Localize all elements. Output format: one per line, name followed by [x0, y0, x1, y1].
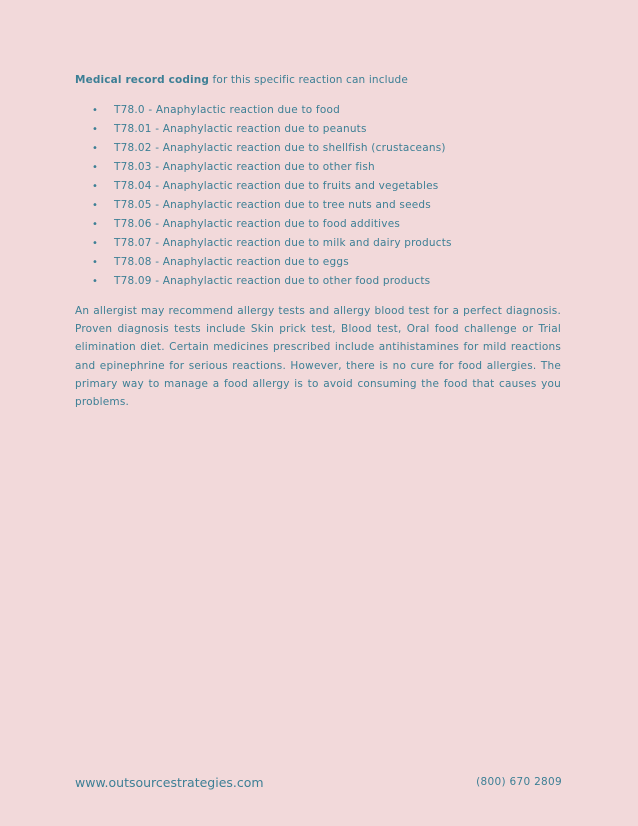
bullet-icon: • — [92, 105, 99, 116]
code-text: T78.01 - Anaphylactic reaction due to peanuts — [114, 123, 367, 135]
code-text: T78.02 - Anaphylactic reaction due to shellfish (crustaceans) — [114, 142, 446, 154]
bullet-icon: • — [92, 124, 99, 135]
code-text: T78.0 - Anaphylactic reaction due to food — [114, 104, 340, 116]
intro-text: for this specific reaction can include — [209, 74, 408, 86]
code-text: T78.09 - Anaphylactic reaction due to other food products — [114, 275, 431, 287]
code-list — [92, 103, 452, 293]
bullet-icon: • — [92, 238, 99, 249]
bullet-icon: • — [92, 219, 99, 230]
bullet-icon: • — [92, 200, 99, 211]
code-text: T78.05 - Anaphylactic reaction due to tree nuts and seeds — [114, 199, 431, 211]
footer-website-link[interactable]: www.outsourcestrategies.com — [75, 775, 264, 790]
list-item — [92, 198, 452, 217]
intro-bold-label: Medical record coding — [75, 74, 210, 86]
list-item — [92, 160, 452, 179]
bullet-icon: • — [92, 276, 99, 287]
intro-line — [75, 74, 408, 86]
list-item — [92, 179, 452, 198]
list-item — [92, 122, 452, 141]
list-item — [92, 236, 452, 255]
list-item — [92, 217, 452, 236]
code-text: T78.04 - Anaphylactic reaction due to fruits and vegetables — [114, 180, 439, 192]
code-text: T78.06 - Anaphylactic reaction due to food additives — [114, 218, 401, 230]
bullet-icon: • — [92, 257, 99, 268]
bullet-icon: • — [92, 181, 99, 192]
footer-phone-number: (800) 670 2809 — [476, 776, 562, 788]
body-paragraph: An allergist may recommend allergy tests and allergy blood test for a perfect diagnosis. Proven diagnosis tests include Skin prick test, Blood test, Oral food challenge or Trial elimination diet. Certain medicines prescribed include antihistamines for mild reactions and epinephrine for serious reactions. However, there is no cure for food allergies. The primary way to manage a food allergy is to avoid consuming the food that causes you problems. — [75, 305, 561, 409]
list-item — [92, 255, 452, 274]
code-text: T78.07 - Anaphylactic reaction due to milk and dairy products — [114, 237, 452, 249]
list-item — [92, 274, 452, 293]
bullet-icon: • — [92, 143, 99, 154]
code-text: T78.03 - Anaphylactic reaction due to other fish — [114, 161, 375, 173]
bullet-icon: • — [92, 162, 99, 173]
list-item — [92, 141, 452, 160]
list-item — [92, 103, 452, 122]
code-text: T78.08 - Anaphylactic reaction due to eggs — [114, 256, 349, 268]
